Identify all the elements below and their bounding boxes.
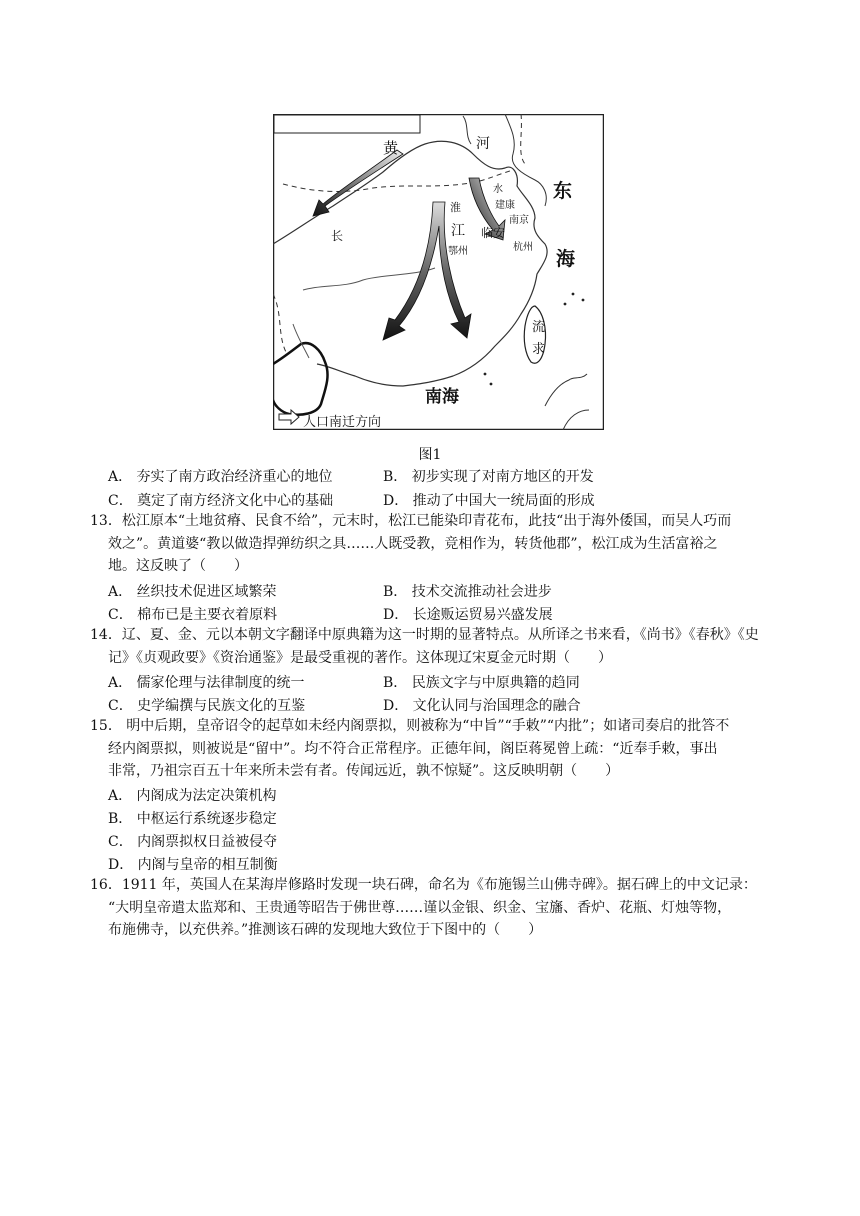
label-liu: 流 [532, 320, 546, 335]
q13-line-3: 地。这反映了（ ） [108, 558, 248, 574]
q15-option-d[interactable]: D． 内阁与皇帝的相互制衡 [108, 857, 278, 873]
q12-option-d[interactable]: D． 推动了中国大一统局面的形成 [383, 493, 595, 509]
q13-option-a[interactable]: A． 丝织技术促进区域繁荣 [108, 584, 277, 600]
q16-line-2: “大明皇帝遣太监郑和、王贵通等昭告于佛世尊……谨以金银、织金、宝旛、香炉、花瓶、灯烛等物， [108, 899, 732, 916]
q14-line-1: 14．辽、夏、金、元以本朝文字翻译中原典籍为这一时期的显著特点。从所译之书来看，《尚书》《春秋》《史 [90, 627, 759, 643]
q13-option-b[interactable]: B． 技术交流推动社会进步 [383, 584, 552, 600]
question-15-stem [90, 715, 810, 783]
question-16-stem [90, 874, 810, 942]
label-he: 河 [476, 136, 490, 152]
population-migration-map [273, 114, 604, 430]
q12-option-c[interactable]: C． 奠定了南方经济文化中心的基础 [108, 493, 334, 509]
label-nanjing: 南京 [509, 215, 529, 226]
question-13-stem [90, 510, 810, 578]
legend-label: 人口南迁方向 [303, 415, 382, 430]
q13-line-2: 效之”。黄道婆“教以做造捍弹纺织之具……人既受教，竞相作为，转货他郡”，松江成为生活富裕之 [108, 535, 718, 552]
q15-option-c[interactable]: C． 内阁票拟权日益被侵夺 [108, 834, 278, 850]
q15-option-b[interactable]: B． 中枢运行系统逐步稳定 [108, 811, 277, 827]
label-huai: 淮 [450, 201, 461, 214]
q13-line-1: 13．松江原本“土地贫瘠、民食不给”，元末时，松江已能染印青花布，此技“出于海外倭国，而吴人巧而 [90, 513, 732, 529]
q14-option-c[interactable]: C． 史学编撰与民族文化的互鉴 [108, 698, 306, 714]
q15-option-a[interactable]: A． 内阁成为法定决策机构 [108, 788, 277, 804]
q14-option-b[interactable]: B． 民族文字与中原典籍的趋同 [383, 675, 580, 691]
label-jiang: 江 [451, 223, 465, 239]
q13-option-c[interactable]: C． 棉布已是主要衣着原料 [108, 607, 278, 623]
label-nanhai: 南海 [425, 387, 459, 407]
figure-caption: 图1 [418, 447, 442, 463]
q14-line-2: 记》《贞观政要》《资治通鉴》是最受重视的著作。这体现辽宋夏金元时期（ ） [108, 649, 612, 666]
q12-option-a[interactable]: A． 夯实了南方政治经济重心的地位 [108, 469, 333, 485]
q14-option-d[interactable]: D． 文化认同与治国理念的融合 [383, 698, 581, 714]
q15-line-2: 经内阁票拟，则被说是“留中”。均不符合正常程序。正德年间，阁臣蒋冕曾上疏：“近奉手敕，事出 [108, 740, 718, 757]
q15-line-1: 15． 明中后期，皇帝诏令的起草如未经内阁票拟，则被称为“中旨”“手敕”“内批”；如诸司奏启的批答不 [90, 718, 730, 734]
label-dong: 东 [553, 180, 573, 202]
label-hai-east: 海 [556, 248, 576, 270]
label-hangzhou: 杭州 [513, 242, 533, 253]
label-huang: 黄 [383, 139, 399, 157]
label-qiu: 求 [532, 342, 546, 357]
q15-line-3: 非常，乃祖宗百五十年来所未尝有者。传闻远近，孰不惊疑”。这反映明朝（ ） [108, 763, 620, 779]
q16-line-1: 16．1911 年，英国人在某海岸修路时发现一块石碑，命名为《布施锡兰山佛寺碑》。据石碑上的中文记录： [90, 877, 757, 893]
label-shui: 水 [493, 184, 503, 195]
q12-option-b[interactable]: B． 初步实现了对南方地区的开发 [383, 469, 594, 485]
q13-option-d[interactable]: D． 长途贩运贸易兴盛发展 [383, 607, 553, 623]
question-14-stem [90, 624, 810, 669]
label-linan: 临安 [481, 226, 506, 240]
label-jiankang: 建康 [495, 200, 515, 211]
q16-line-3: 布施佛寺，以充供养。”推测该石碑的发现地大致位于下图中的（ ） [108, 922, 543, 938]
label-ezhou: 鄂州 [448, 246, 468, 257]
label-chang: 长 [331, 229, 344, 243]
map-title-box [274, 115, 420, 133]
q14-option-a[interactable]: A． 儒家伦理与法律制度的统一 [108, 675, 305, 691]
